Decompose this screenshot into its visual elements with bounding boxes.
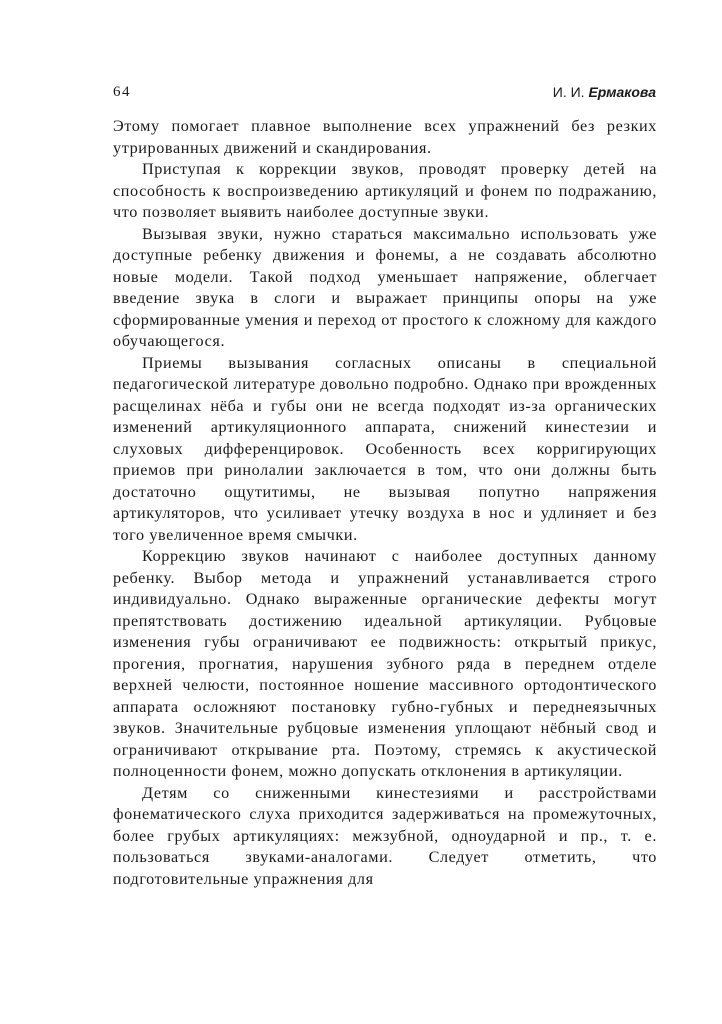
paragraph-continued: Этому помогает плавное выполнение всех упражнений без резких утрированных движений и скандирования. (113, 117, 657, 157)
author-initials: И. И. (552, 84, 585, 100)
author-surname: Ермакова (588, 84, 656, 100)
page-number: 64 (113, 84, 131, 100)
paragraph: Детям со сниженными кинестезиями и расстройствами фонематического слуха приходится задерживаться на промежуточных, более грубых артикуляциях: межзубной, одноударной и пр., т. е. пользоваться звуками-аналогами. Следует отметить, что подготовительные упражнения для (113, 783, 657, 888)
running-head (553, 83, 656, 101)
body-text (113, 116, 657, 890)
paragraph: Приемы вызывания согласных описаны в специальной педагогической литературе довольно подробно. Однако при врожденных расщелинах нёба и губы они не всегда подходят из-за органических изменений артикуляционного аппарата, снижений кинестезии и слуховых дифференцировок. Особенность всех корригирующих приемов при ринолалии заключается в том, что они должны быть достаточно ощутитимы, не вызывая попутно напряжения артикуляторов, что усиливает утечку воздуха в нос и удлиняет и без того увеличенное время смычки. (113, 353, 657, 544)
paragraph: Коррекцию звуков начинают с наиболее доступных данному ребенку. Выбор метода и упражнений устанавливается строго индивидуально. Однако выраженные органические дефекты могут препятствовать достижению идеальной артикуляции. Рубцовые изменения губы ограничивают ее подвижность: открытый прикус, прогения, прогнатия, нарушения зубного ряда в переднем отделе верхней челюсти, постоянное ношение массивного ортодонтического аппарата осложняют постановку губно-губных и переднеязычных звуков. Значительные рубцовые изменения уплощают нёбный свод и ограничивают открывание рта. Поэтому, стремясь к акустической полноценности фонем, можно допускать отклонения в артикуляции. (113, 547, 657, 780)
paragraph: Вызывая звуки, нужно стараться максимально использовать уже доступные ребенку движения и фонемы, а не создавать абсолютно новые модели. Такой подход уменьшает напряжение, облегчает введение звука в слоги и выражает принципы опоры на уже сформированные умения и переход от простого к сложному для каждого обучающегося. (113, 224, 657, 350)
paragraph: Приступая к коррекции звуков, проводят проверку детей на способность к воспроизведению артикуляций и фонем по подражанию, что позволяет выявить наиболее доступные звуки. (113, 160, 657, 221)
